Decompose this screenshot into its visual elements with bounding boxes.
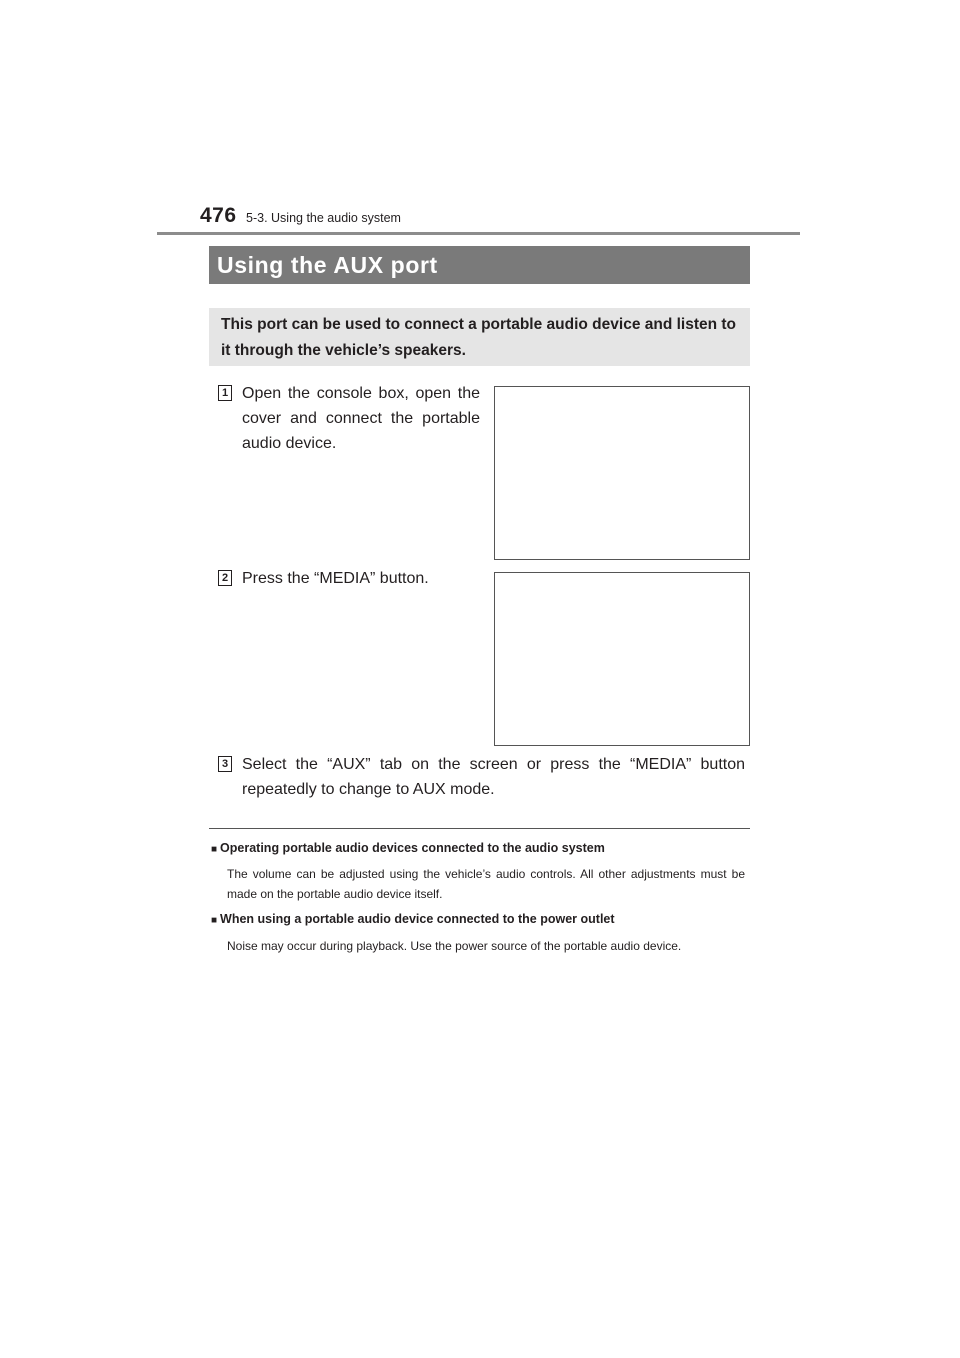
section-reference: 5-3. Using the audio system <box>246 211 401 225</box>
note-bullet-icon: ■ <box>211 915 218 926</box>
notes-rule <box>209 828 750 829</box>
note-2-heading <box>211 912 615 926</box>
note-1-heading <box>211 841 605 855</box>
note-2-heading-text: When using a portable audio device connected to the power outlet <box>220 912 615 926</box>
step-2-figure <box>494 572 750 746</box>
page-title: Using the AUX port <box>217 251 438 278</box>
step-3-badge: 3 <box>218 756 232 772</box>
intro-box: This port can be used to connect a portable audio device and listen to it through the vehicle’s speakers. <box>209 308 750 366</box>
note-1-body: The volume can be adjusted using the vehicle’s audio controls. All other adjustments must be made on the portable audio device itself. <box>227 867 745 901</box>
step-3-text: Select the “AUX” tab on the screen or press the “MEDIA” button repeatedly to change to AUX mode. <box>242 756 745 798</box>
note-bullet-icon: ■ <box>211 844 218 855</box>
note-1-heading-text: Operating portable audio devices connected to the audio system <box>220 841 605 855</box>
step-1-badge: 1 <box>218 385 232 401</box>
step-2-badge: 2 <box>218 570 232 586</box>
step-1-text: Open the console box, open the cover and connect the portable audio device. <box>242 385 480 452</box>
title-bar <box>209 246 750 284</box>
note-2-body: Noise may occur during playback. Use the power source of the portable audio device. <box>227 939 682 953</box>
step-2-text: Press the “MEDIA” button. <box>242 570 429 587</box>
step-1-figure <box>494 386 750 560</box>
header-rule <box>157 232 800 235</box>
page-number: 476 <box>200 204 237 227</box>
